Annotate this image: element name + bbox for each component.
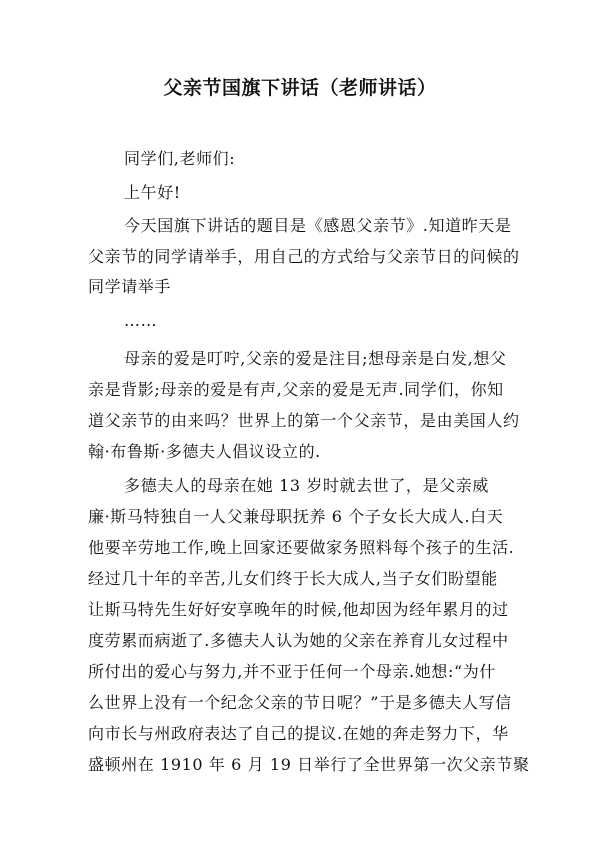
- paragraph-line: ……: [124, 311, 158, 330]
- paragraph-line: 道父亲节的由来吗？世界上的第一个父亲节，是由美国人约: [88, 411, 520, 430]
- paragraph-line: 让斯马特先生好好安享晚年的时候,他却因为经年累月的过: [88, 600, 509, 619]
- document-title: 父亲节国旗下讲话（老师讲话）: [163, 77, 437, 99]
- paragraph-line: 父亲节的同学请举手，用自己的方式给与父亲节日的问候的: [88, 247, 520, 266]
- paragraph-line: 经过几十年的辛苦,儿女们终于长大成人,当子女们盼望能: [88, 569, 498, 588]
- paragraph-line: 今天国旗下讲话的题目是《感恩父亲节》.知道昨天是: [124, 216, 512, 235]
- paragraph-line: 母亲的爱是叮咛,父亲的爱是注目;想母亲是白发,想父: [124, 349, 507, 368]
- paragraph-line: 同学请举手: [88, 277, 172, 296]
- paragraph-line: 他要辛劳地工作,晚上回家还要做家务照料每个孩子的生活.: [88, 538, 515, 557]
- paragraph-line: 同学们,老师们:: [124, 149, 236, 168]
- paragraph-line: 亲是背影;母亲的爱是有声,父亲的爱是无声.同学们，你知: [88, 380, 504, 399]
- paragraph-line: 翰·布鲁斯·多德夫人倡议设立的.: [88, 442, 321, 461]
- paragraph-line: 所付出的爱心与努力,并不亚于任何一个母亲.她想:“为什: [88, 662, 496, 681]
- paragraph-line: 盛顿州在 1910 年 6 月 19 日举行了全世界第一次父亲节聚: [88, 755, 530, 774]
- paragraph-line: 上午好!: [124, 183, 181, 202]
- paragraph-line: 么世界上没有一个纪念父亲的节日呢？”于是多德夫人写信: [88, 693, 512, 712]
- paragraph-line: 廉·斯马特独自一人父兼母职抚养 6 个子女长大成人.白天: [88, 507, 504, 526]
- paragraph-line: 向市长与州政府表达了自己的提议.在她的奔走努力下，华: [88, 724, 509, 743]
- paragraph-line: 多德夫人的母亲在她 13 岁时就去世了，是父亲威: [124, 476, 489, 495]
- paragraph-line: 度劳累而病逝了.多德夫人认为她的父亲在养育儿女过程中: [88, 631, 509, 650]
